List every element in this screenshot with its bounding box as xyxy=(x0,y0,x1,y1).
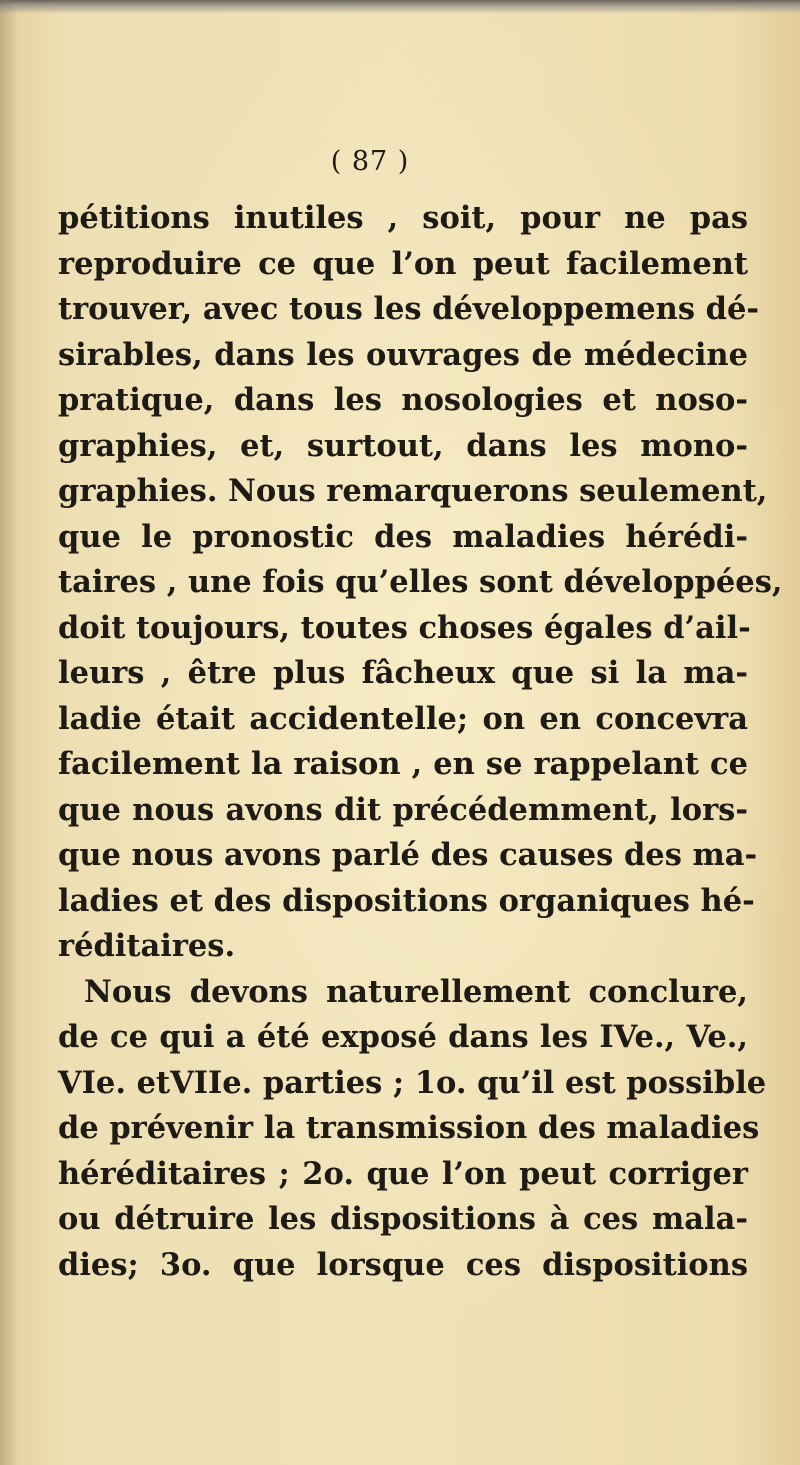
text-line-paragraph-start: Nous devons naturellement conclure, xyxy=(84,973,748,1010)
text-line: pratique, dans les nosologies et noso- xyxy=(58,382,748,418)
text-line-paragraph-end: réditaires. xyxy=(58,928,236,964)
text-line: facilement la raison , en se rappelant ce xyxy=(58,746,748,782)
text-line: ou détruire les dispositions à ces mala- xyxy=(58,1201,748,1237)
text-line: leurs , être plus fâcheux que si la ma- xyxy=(58,655,748,691)
page-top-shadow xyxy=(0,0,800,14)
text-line: VIe. etVIIe. parties ; 1o. qu’il est possible xyxy=(58,1064,767,1101)
text-line: taires , une fois qu’elles sont développées, xyxy=(58,564,783,600)
text-line: de ce qui a été exposé dans les IVe., Ve., xyxy=(58,1019,748,1055)
page-number: ( 87 ) xyxy=(330,146,410,177)
text-line: trouver, avec tous les développemens dé- xyxy=(58,291,760,327)
text-line: héréditaires ; 2o. que l’on peut corriger xyxy=(58,1155,748,1192)
page-left-shadow xyxy=(0,0,18,1465)
body-text xyxy=(58,196,783,1288)
text-line: que nous avons parlé des causes des ma- xyxy=(58,837,758,873)
text-line: ladie était accidentelle; on en concevra xyxy=(58,700,748,737)
text-line: pétitions inutiles , soit, pour ne pas xyxy=(58,200,748,236)
text-line: reproduire ce que l’on peut facilement xyxy=(58,245,748,282)
page-header xyxy=(0,146,800,177)
text-line: que le pronostic des maladies hérédi- xyxy=(58,518,748,555)
text-line: graphies, et, surtout, dans les mono- xyxy=(58,427,748,464)
text-line: ladies et des dispositions organiques hé- xyxy=(58,882,755,919)
text-line: de prévenir la transmission des maladies xyxy=(58,1110,760,1146)
text-line: graphies. Nous remarquerons seulement, xyxy=(58,473,768,509)
text-line: doit toujours, toutes choses égales d’ail- xyxy=(58,609,751,646)
text-line: dies; 3o. que lorsque ces dispositions xyxy=(58,1246,748,1283)
text-line: que nous avons dit précédemment, lors- xyxy=(58,791,748,828)
text-line: sirables, dans les ouvrages de médecine xyxy=(58,336,748,373)
